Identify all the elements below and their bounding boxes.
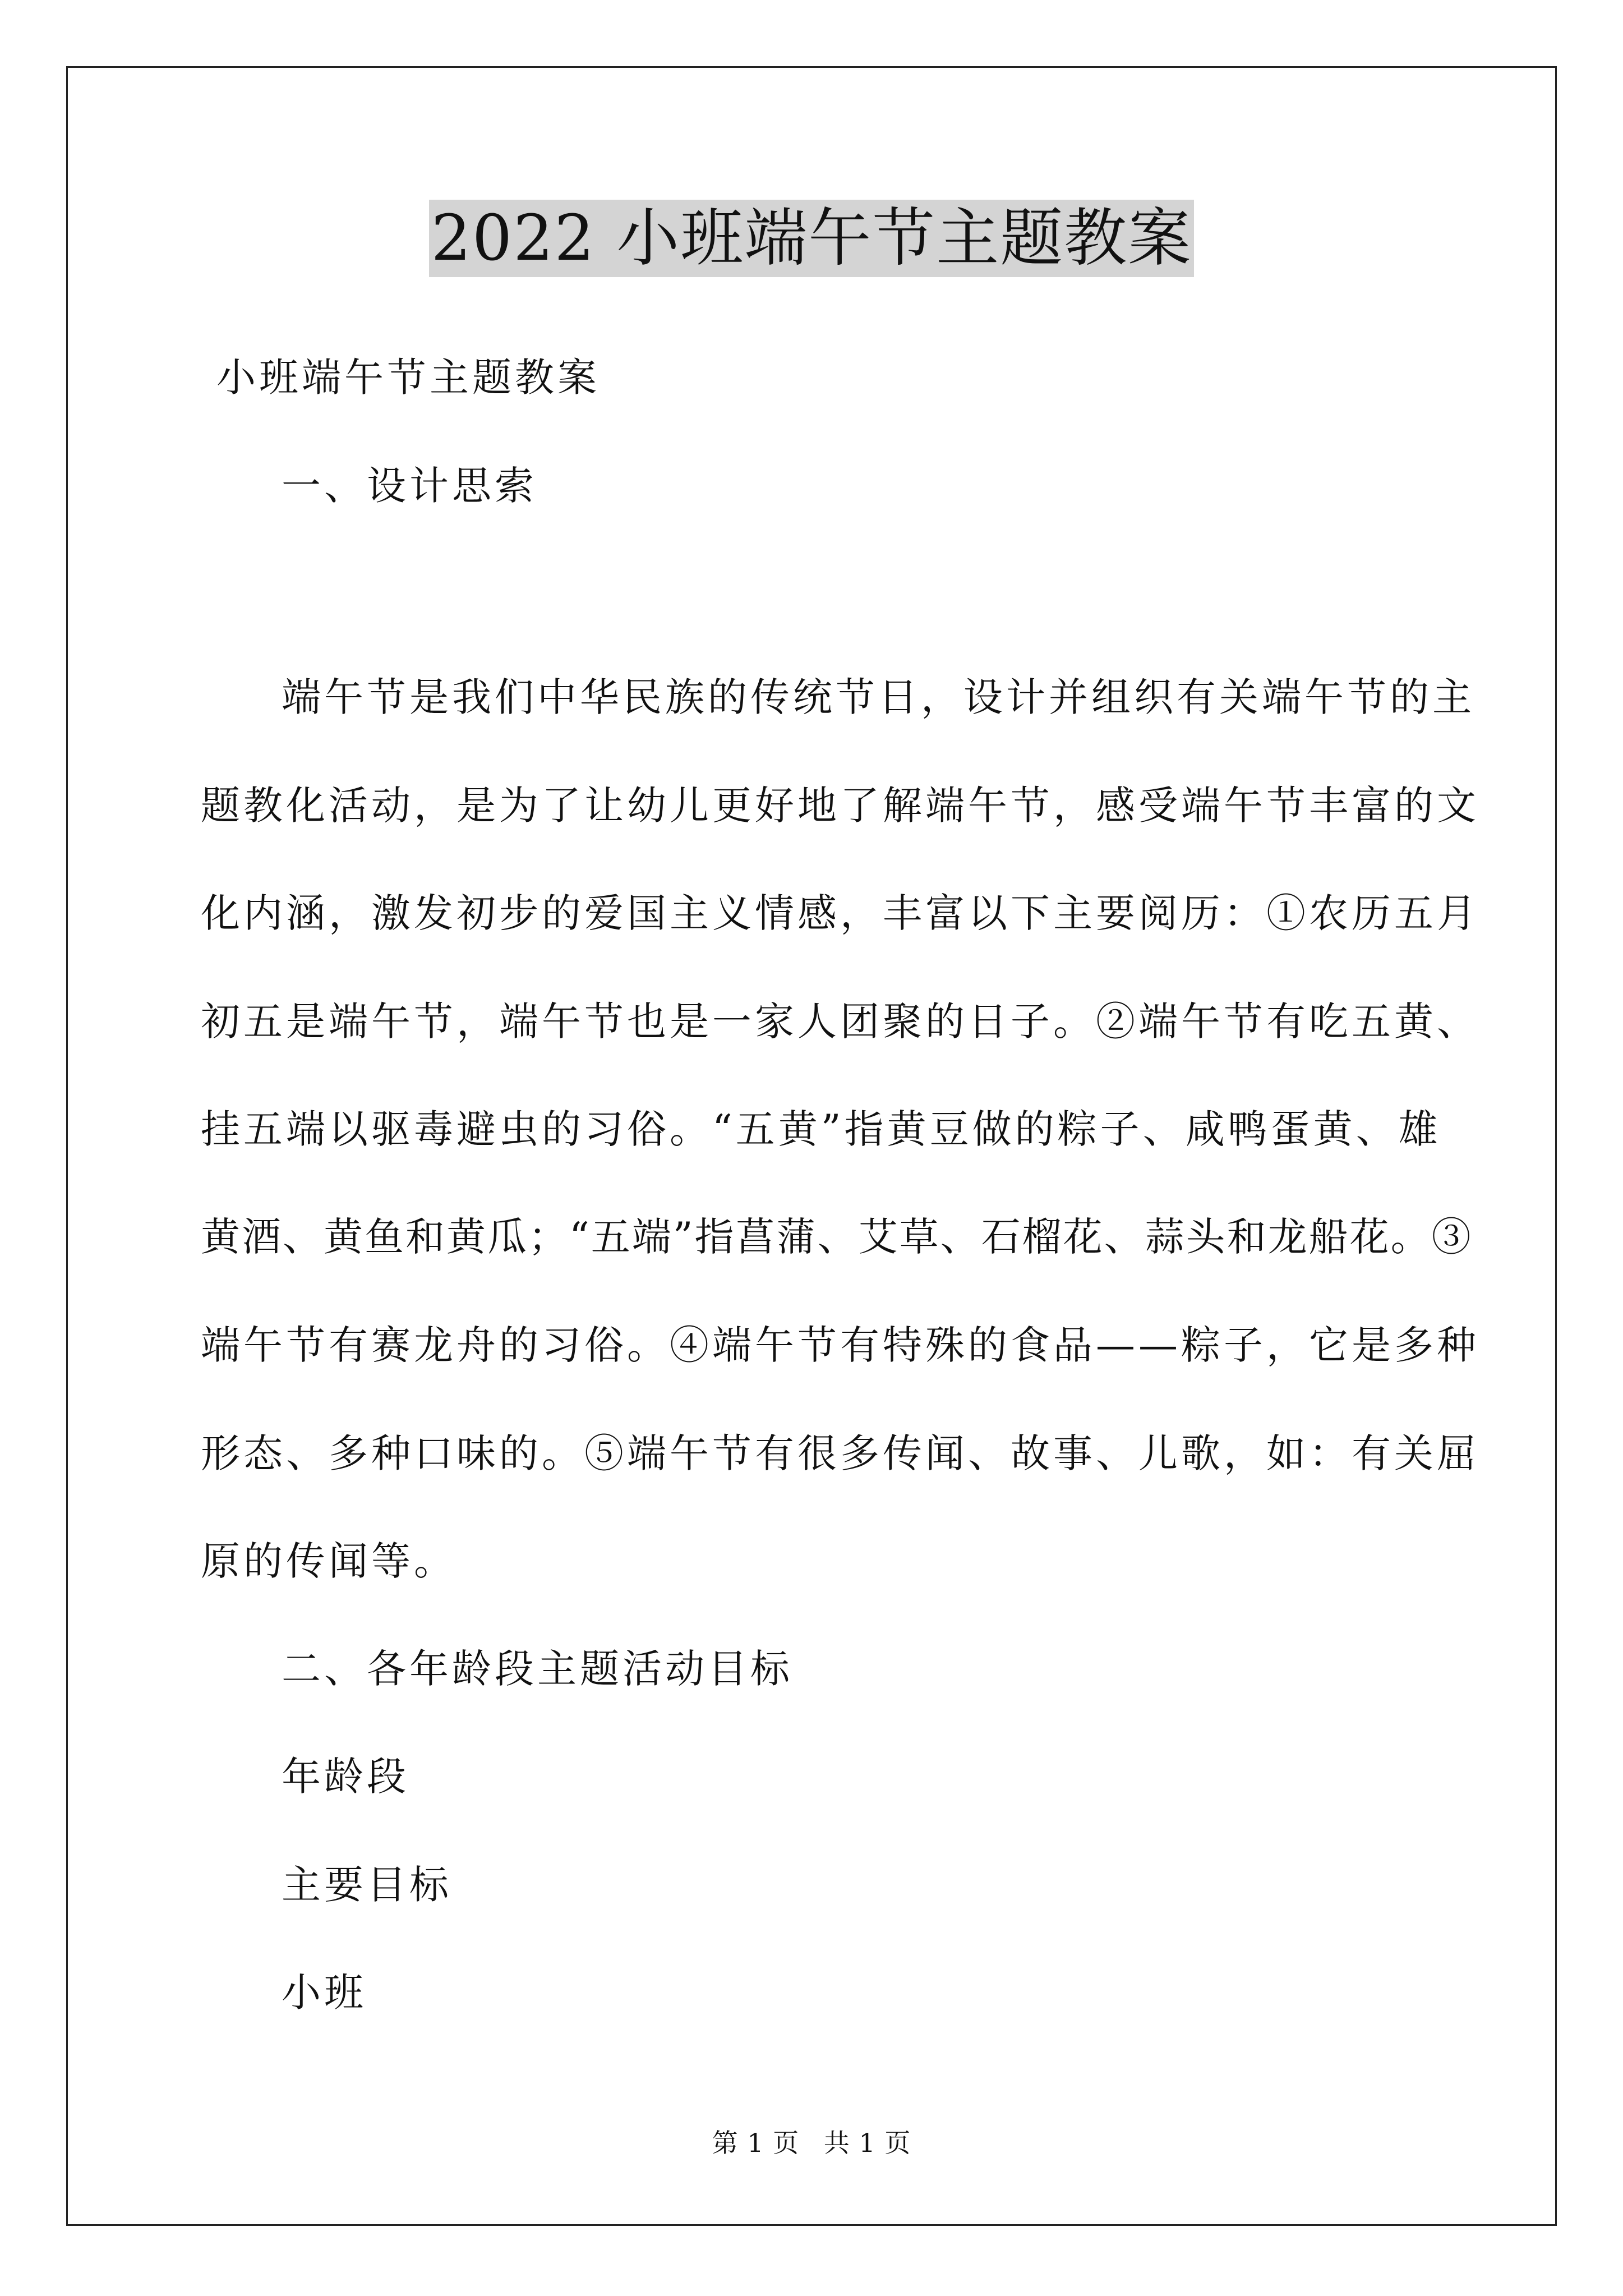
body-line: 端午节是我们中华民族的传统节日，设计并组织有关端午节的主 [282, 674, 1475, 720]
document-title: 2022 小班端午节主题教案 [429, 200, 1195, 277]
document-subtitle: 小班端午节主题教案 [216, 355, 600, 401]
table-cell-age-group: 年龄段 [282, 1754, 409, 1800]
body-line: 原的传闻等。 [201, 1538, 457, 1584]
section-heading-goals: 二、各年龄段主题活动目标 [282, 1646, 793, 1692]
table-cell-small-class: 小班 [282, 1970, 367, 2016]
page-number-total: 共 1 页 [823, 2128, 911, 2158]
body-line: 形态、多种口味的。⑤端午节有很多传闻、故事、儿歌，如：有关屈 [201, 1430, 1479, 1476]
body-line: 化内涵，激发初步的爱国主义情感，丰富以下主要阅历：①农历五月 [201, 890, 1479, 936]
body-line: 端午节有赛龙舟的习俗。④端午节有特殊的食品——粽子，它是多种 [201, 1322, 1479, 1368]
table-cell-main-goal: 主要目标 [282, 1862, 452, 1908]
body-line: 挂五端以驱毒避虫的习俗。“五黄”指黄豆做的粽子、咸鸭蛋黄、雄 [201, 1106, 1441, 1152]
page-number-current: 第 1 页 [712, 2128, 800, 2158]
page-footer [0, 2126, 1623, 2160]
body-line: 题教化活动，是为了让幼儿更好地了解端午节，感受端午节丰富的文 [201, 783, 1479, 829]
title-container [0, 200, 1623, 277]
body-line: 初五是端午节，端午节也是一家人团聚的日子。②端午节有吃五黄、 [201, 999, 1479, 1045]
body-line: 黄酒、黄鱼和黄瓜；“五端”指菖蒲、艾草、石榴花、蒜头和龙船花。③ [201, 1214, 1473, 1260]
section-heading-design: 一、设计思索 [282, 463, 537, 509]
